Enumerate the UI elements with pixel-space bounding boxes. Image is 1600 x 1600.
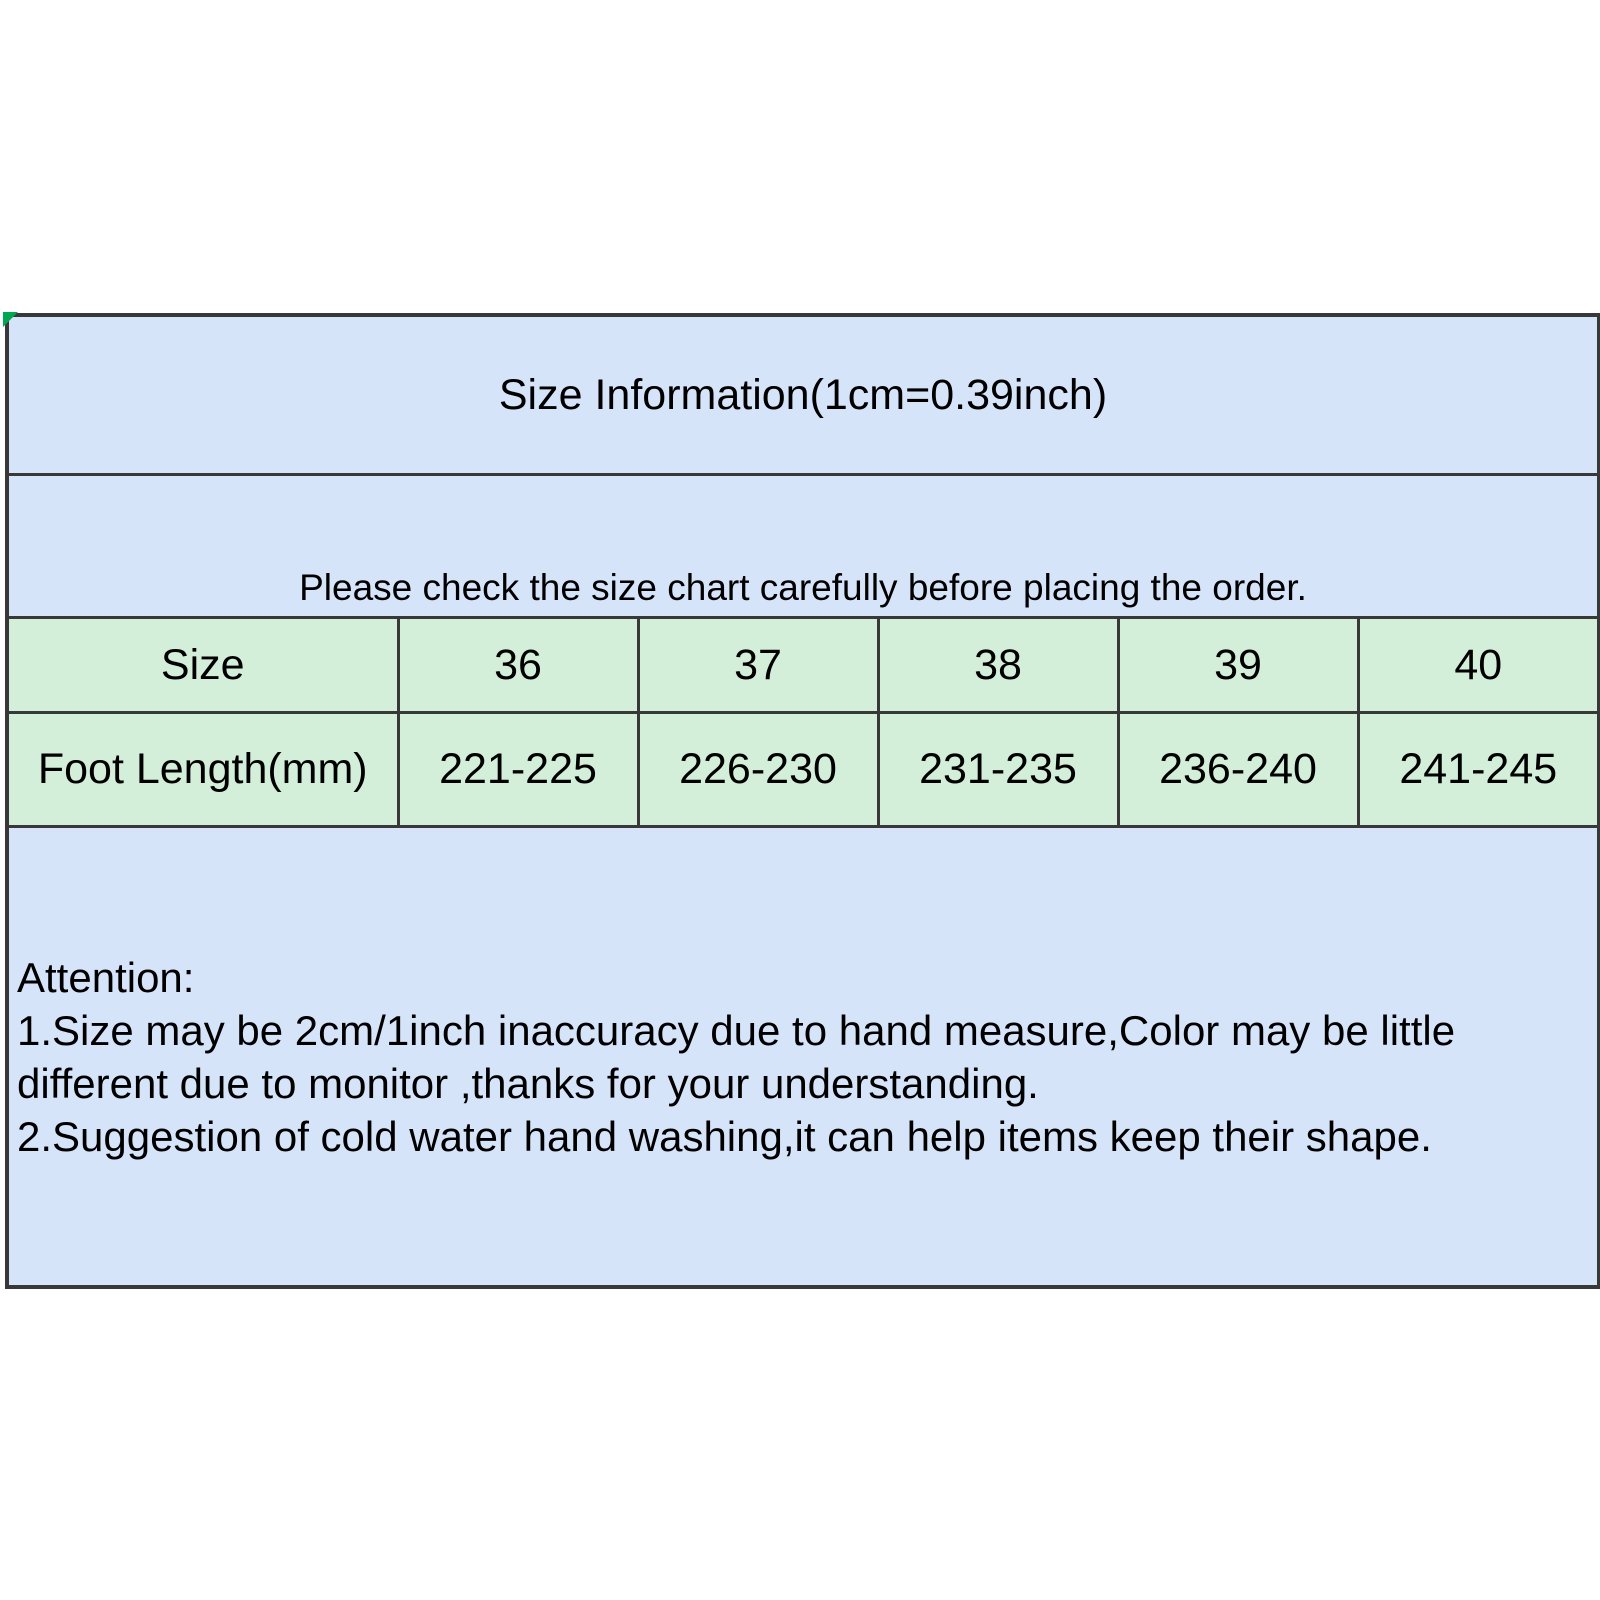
- foot-length-value-37: 226-230: [638, 713, 878, 827]
- foot-length-row: [7, 713, 1599, 827]
- attention-row: [7, 827, 1599, 1288]
- attention-heading: Attention:: [17, 953, 195, 1001]
- foot-length-value-39: 236-240: [1118, 713, 1358, 827]
- size-information-table: [5, 313, 1600, 1289]
- corner-marker-triangle: [3, 312, 18, 327]
- table-title: Size Information(1cm=0.39inch): [7, 315, 1599, 475]
- size-value-38: 38: [878, 618, 1118, 713]
- attention-cell: [7, 827, 1599, 1288]
- size-value-36: 36: [398, 618, 638, 713]
- foot-length-value-40: 241-245: [1358, 713, 1599, 827]
- attention-note-2: 2.Suggestion of cold water hand washing,it can help items keep their shape.: [17, 1112, 1432, 1160]
- size-value-39: 39: [1118, 618, 1358, 713]
- title-row: [7, 315, 1599, 475]
- notice-row: [7, 475, 1599, 618]
- size-row-label: Size: [7, 618, 398, 713]
- foot-length-label: Foot Length(mm): [7, 713, 398, 827]
- size-value-40: 40: [1358, 618, 1599, 713]
- foot-length-value-36: 221-225: [398, 713, 638, 827]
- foot-length-value-38: 231-235: [878, 713, 1118, 827]
- notice-text: Please check the size chart carefully before placing the order.: [7, 475, 1599, 618]
- size-header-row: [7, 618, 1599, 713]
- size-value-37: 37: [638, 618, 878, 713]
- attention-note-1: 1.Size may be 2cm/1inch inaccuracy due to hand measure,Color may be little different due to monitor ,thanks for your understanding.: [17, 1006, 1456, 1107]
